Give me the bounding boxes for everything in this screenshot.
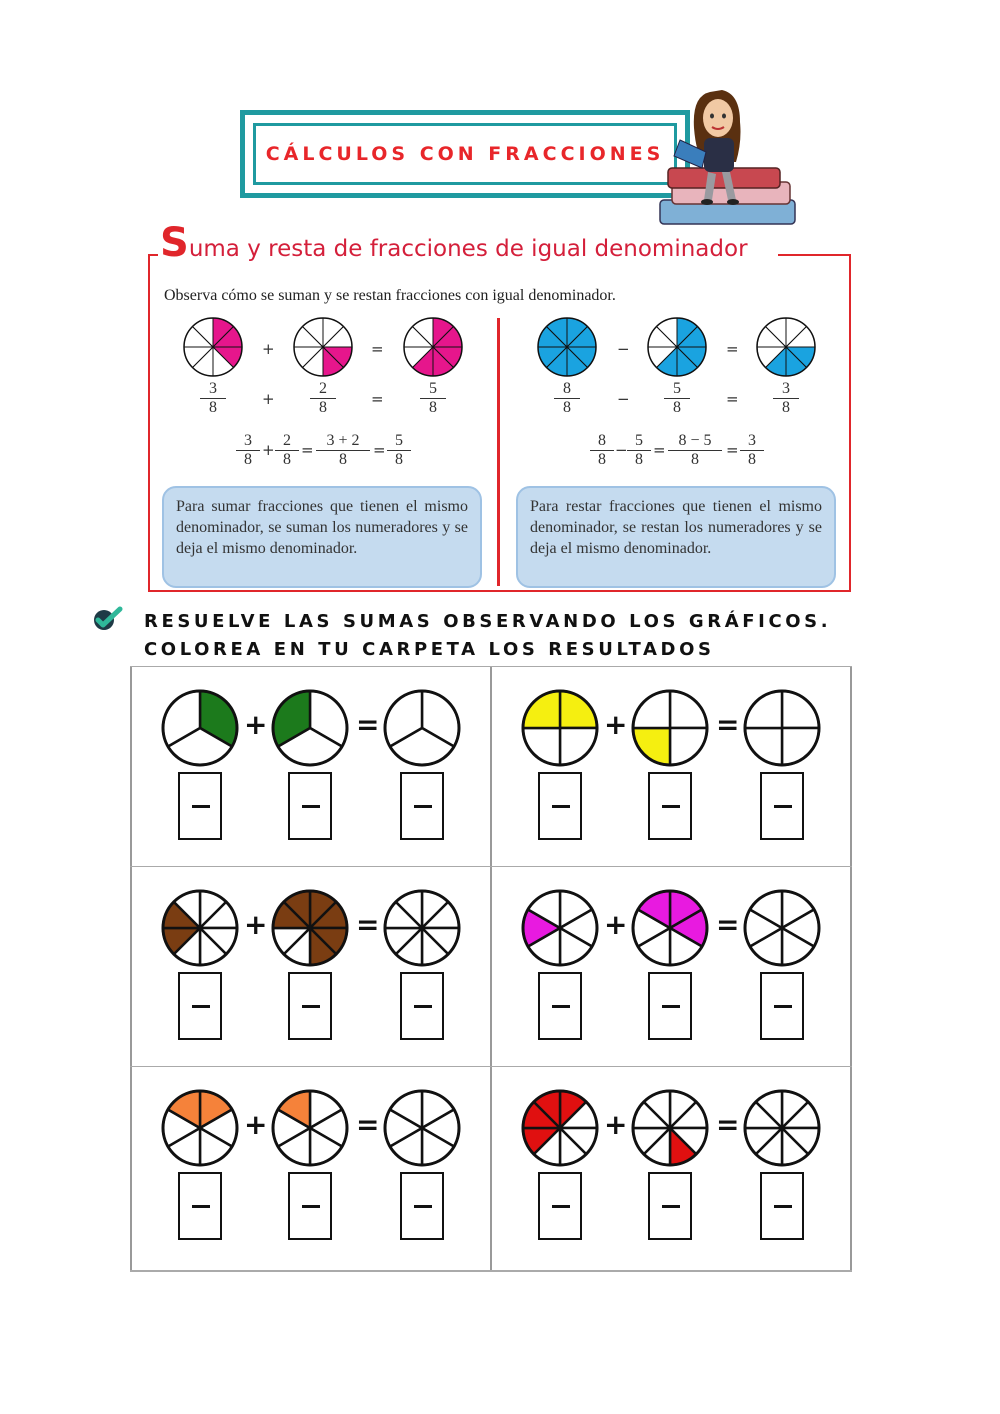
panel-subtitle: Observa cómo se suman y se restan fracciones con igual denominador. [164,287,616,304]
denominator: 8 [244,451,252,468]
exercise-pie-a [163,691,237,765]
numerator: 8 [590,432,614,451]
denominator: 8 [691,451,699,468]
answer-box-b[interactable] [648,972,692,1040]
numerator: 5 [627,432,651,451]
denominator: 8 [429,399,437,416]
plus-sign: + [262,390,275,408]
eq-sum-combined [316,432,370,469]
grid-line [850,666,852,1272]
fraction-bar [774,1005,792,1008]
numerator: 5 [664,380,690,399]
denominator: 8 [598,451,606,468]
equals-sign: = [726,390,739,408]
answer-box-result[interactable] [760,772,804,840]
fraction-bar [192,805,210,808]
plus-sign: + [262,441,275,459]
numerator: 3 [200,380,226,399]
answer-box-result[interactable] [760,1172,804,1240]
fraction-bar [774,1205,792,1208]
fraction-bar [414,805,432,808]
numerator: 2 [275,432,299,451]
answer-box-result[interactable] [400,772,444,840]
numerator: 3 + 2 [316,432,370,451]
denominator: 8 [209,399,217,416]
fraction-sub-result [773,380,799,417]
equals-sign: = [356,1108,380,1141]
fraction-bar [552,805,570,808]
avatar-illustration [650,82,800,232]
title-box [240,110,690,198]
exercise-pie-b [273,691,347,765]
equals-sign: = [726,340,739,358]
fraction-bar [192,1205,210,1208]
eq-sub-combined [668,432,722,469]
minus-sign: − [615,441,628,459]
equals-sign: = [653,441,666,459]
denominator: 8 [748,451,756,468]
heading-text: uma y resta de fracciones de igual denominador [188,236,748,262]
numerator: 2 [310,380,336,399]
denominator: 8 [563,399,571,416]
plus-sign: + [244,908,268,941]
exercise-pie-a [523,1091,597,1165]
plus-sign: + [244,1108,268,1141]
answer-box-b[interactable] [288,972,332,1040]
exercise-pie-a [163,1091,237,1165]
fraction-bar [662,805,680,808]
exercise-pie-b [633,891,707,965]
instructions-line-1: RESUELVE LAS SUMAS OBSERVANDO LOS GRÁFICOS. [144,611,832,632]
numerator: 8 − 5 [668,432,722,451]
answer-box-b[interactable] [288,1172,332,1240]
sub-rule-box: Para restar fracciones que tienen el mismo denominador, se restan los numeradores y se deja el mismo denominador. [516,486,836,588]
answer-box-a[interactable] [538,972,582,1040]
heading-first-letter: S [160,220,189,266]
fraction-bar [774,805,792,808]
exercise-pie-result [745,891,819,965]
answer-box-a[interactable] [178,772,222,840]
equals-sign: = [373,441,386,459]
equals-sign: = [356,708,380,741]
title-inner-frame [253,123,677,185]
exercise-pie-result [745,691,819,765]
answer-box-result[interactable] [400,972,444,1040]
numerator: 8 [554,380,580,399]
numerator: 5 [420,380,446,399]
equals-sign: = [716,1108,740,1141]
exercise-pie-b [633,1091,707,1165]
fraction-bar [414,1205,432,1208]
instructions-line-2: COLOREA EN TU CARPETA LOS RESULTADOS [144,639,715,660]
fraction-bar [662,1205,680,1208]
answer-box-b[interactable] [648,772,692,840]
exercise-pie-a [163,891,237,965]
grid-line [130,1270,852,1272]
answer-box-result[interactable] [760,972,804,1040]
fraction-sum-a [200,380,226,417]
answer-box-a[interactable] [178,1172,222,1240]
denominator: 8 [319,399,327,416]
equals-sign: = [356,908,380,941]
answer-box-result[interactable] [400,1172,444,1240]
answer-box-a[interactable] [538,1172,582,1240]
check-icon [92,606,124,632]
numerator: 3 [236,432,260,451]
denominator: 8 [395,451,403,468]
exercise-pie-result [385,1091,459,1165]
eq-sub-b [627,432,651,469]
fraction-bar [192,1005,210,1008]
exercise-pie-result [745,1091,819,1165]
fraction-bar [552,1005,570,1008]
equals-sign: = [371,340,384,358]
exercise-pie-result [385,691,459,765]
eq-sum-result [387,432,411,469]
answer-box-a[interactable] [538,772,582,840]
denominator: 8 [283,451,291,468]
fraction-bar [302,1005,320,1008]
panel-heading [160,220,780,270]
minus-sign: − [617,390,630,408]
fraction-bar [302,805,320,808]
denominator: 8 [673,399,681,416]
eq-sum-b [275,432,299,469]
eq-sub-a [590,432,614,469]
numerator: 3 [773,380,799,399]
equals-sign: = [716,908,740,941]
panel-divider [497,318,500,586]
plus-sign: + [604,708,628,741]
fraction-sub-b [664,380,690,417]
eq-sum-a [236,432,260,469]
page-title: CÁLCULOS CON FRACCIONES [265,143,665,165]
fraction-sub-a [554,380,580,417]
exercise-pie-a [523,691,597,765]
equals-sign: = [371,390,384,408]
plus-sign: + [262,340,275,358]
exercise-pie-b [273,1091,347,1165]
plus-sign: + [604,1108,628,1141]
exercise-pie-a [523,891,597,965]
plus-sign: + [244,708,268,741]
minus-sign: − [617,340,630,358]
denominator: 8 [339,451,347,468]
fraction-bar [414,1005,432,1008]
exercise-pie-result [385,891,459,965]
fraction-bar [552,1205,570,1208]
plus-sign: + [604,908,628,941]
sum-rule-box: Para sumar fracciones que tienen el mismo denominador, se suman los numeradores y se deja el mismo denominador. [162,486,482,588]
equals-sign: = [726,441,739,459]
fraction-bar [302,1205,320,1208]
eq-sub-result [740,432,764,469]
denominator: 8 [782,399,790,416]
exercise-pie-b [633,691,707,765]
numerator: 5 [387,432,411,451]
instructions [144,608,831,664]
answer-box-b[interactable] [648,1172,692,1240]
fraction-sum-b [310,380,336,417]
equals-sign: = [301,441,314,459]
answer-box-a[interactable] [178,972,222,1040]
fraction-bar [662,1005,680,1008]
numerator: 3 [740,432,764,451]
denominator: 8 [635,451,643,468]
answer-box-b[interactable] [288,772,332,840]
exercise-pie-b [273,891,347,965]
fraction-sum-result [420,380,446,417]
equals-sign: = [716,708,740,741]
